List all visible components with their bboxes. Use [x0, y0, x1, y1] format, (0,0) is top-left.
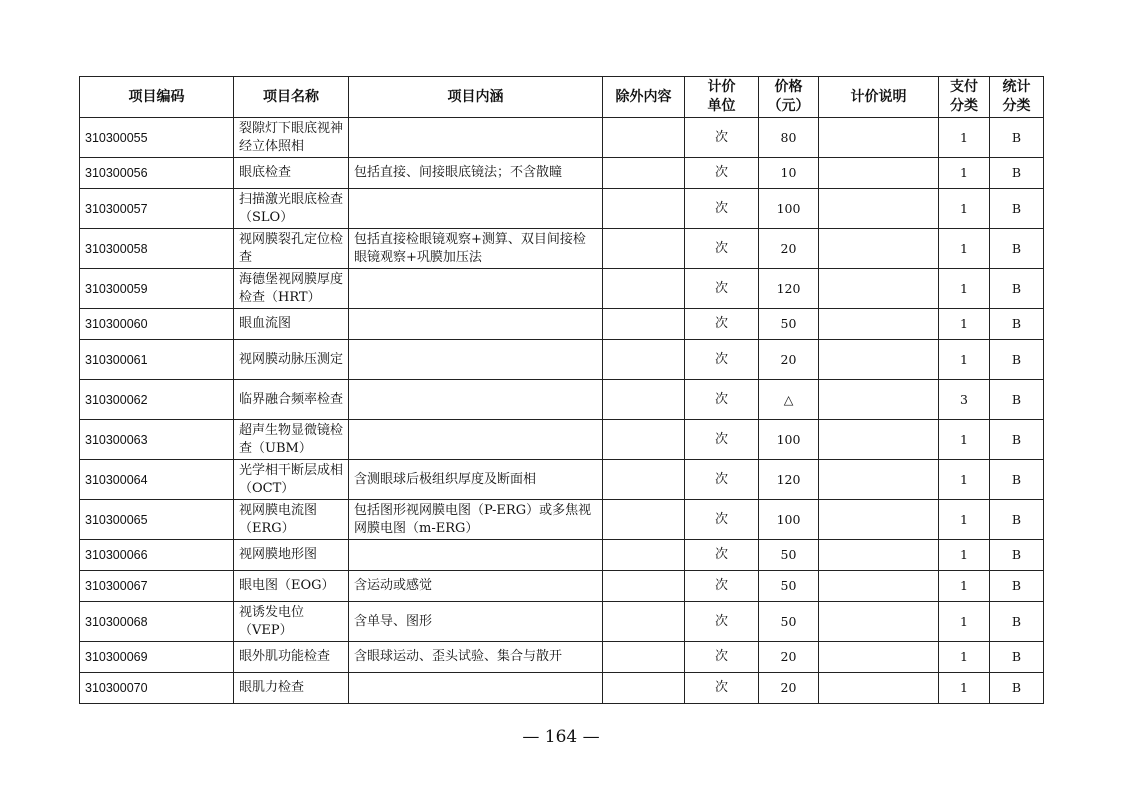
cell-stat-category: B	[990, 158, 1044, 189]
table-row	[80, 340, 1044, 380]
cell-stat-category: B	[990, 118, 1044, 158]
cell-content	[349, 420, 603, 460]
cell-code: 310300055	[80, 118, 234, 158]
cell-unit: 次	[685, 269, 759, 309]
cell-notes	[819, 540, 939, 571]
cell-name: 眼肌力检查	[234, 673, 349, 704]
cell-stat-category: B	[990, 340, 1044, 380]
cell-content: 包括图形视网膜电图（P-ERG）或多焦视网膜电图（m-ERG）	[349, 500, 603, 540]
table-row	[80, 189, 1044, 229]
cell-excluded	[603, 380, 685, 420]
cell-code: 310300067	[80, 571, 234, 602]
cell-excluded	[603, 460, 685, 500]
cell-name: 眼电图（EOG）	[234, 571, 349, 602]
table-row	[80, 571, 1044, 602]
cell-content: 包括直接检眼镜观察+测算、双目间接检眼镜观察+巩膜加压法	[349, 229, 603, 269]
cell-price: 20	[759, 673, 819, 704]
cell-excluded	[603, 118, 685, 158]
cell-content: 含单导、图形	[349, 602, 603, 642]
cell-excluded	[603, 269, 685, 309]
cell-notes	[819, 500, 939, 540]
cell-price: 10	[759, 158, 819, 189]
cell-price: 120	[759, 460, 819, 500]
cell-unit: 次	[685, 460, 759, 500]
cell-notes	[819, 229, 939, 269]
cell-notes	[819, 309, 939, 340]
cell-content	[349, 118, 603, 158]
table-row	[80, 602, 1044, 642]
price-table	[79, 76, 1044, 704]
cell-code: 310300057	[80, 189, 234, 229]
cell-stat-category: B	[990, 460, 1044, 500]
cell-code: 310300064	[80, 460, 234, 500]
cell-excluded	[603, 309, 685, 340]
cell-code: 310300059	[80, 269, 234, 309]
cell-code: 310300060	[80, 309, 234, 340]
cell-code: 310300056	[80, 158, 234, 189]
cell-unit: 次	[685, 602, 759, 642]
cell-pay-category: 1	[939, 420, 990, 460]
cell-notes	[819, 571, 939, 602]
cell-pay-category: 1	[939, 118, 990, 158]
cell-code: 310300062	[80, 380, 234, 420]
cell-name: 视网膜地形图	[234, 540, 349, 571]
cell-pay-category: 3	[939, 380, 990, 420]
cell-code: 310300058	[80, 229, 234, 269]
table-row	[80, 420, 1044, 460]
cell-content	[349, 673, 603, 704]
cell-name: 扫描激光眼底检查（SLO）	[234, 189, 349, 229]
cell-price: 100	[759, 420, 819, 460]
cell-excluded	[603, 189, 685, 229]
cell-content	[349, 380, 603, 420]
cell-price: 20	[759, 642, 819, 673]
header-name: 项目名称	[234, 77, 349, 118]
cell-content	[349, 340, 603, 380]
cell-price: 20	[759, 340, 819, 380]
cell-stat-category: B	[990, 642, 1044, 673]
table-row	[80, 229, 1044, 269]
cell-unit: 次	[685, 673, 759, 704]
cell-name: 超声生物显微镜检查（UBM）	[234, 420, 349, 460]
cell-unit: 次	[685, 540, 759, 571]
header-unit: 计价 单位	[685, 77, 759, 118]
header-pay-category: 支付 分类	[939, 77, 990, 118]
cell-excluded	[603, 602, 685, 642]
cell-stat-category: B	[990, 571, 1044, 602]
table-row	[80, 158, 1044, 189]
cell-unit: 次	[685, 500, 759, 540]
page-number: — 164 —	[522, 727, 600, 747]
cell-unit: 次	[685, 189, 759, 229]
cell-name: 眼外肌功能检查	[234, 642, 349, 673]
cell-excluded	[603, 571, 685, 602]
cell-excluded	[603, 158, 685, 189]
table-row	[80, 380, 1044, 420]
cell-notes	[819, 269, 939, 309]
cell-pay-category: 1	[939, 540, 990, 571]
cell-stat-category: B	[990, 500, 1044, 540]
cell-unit: 次	[685, 642, 759, 673]
cell-content	[349, 269, 603, 309]
cell-unit: 次	[685, 229, 759, 269]
cell-pay-category: 1	[939, 189, 990, 229]
cell-excluded	[603, 500, 685, 540]
cell-notes	[819, 673, 939, 704]
cell-code: 310300069	[80, 642, 234, 673]
cell-stat-category: B	[990, 189, 1044, 229]
cell-code: 310300063	[80, 420, 234, 460]
cell-pay-category: 1	[939, 269, 990, 309]
table-row	[80, 642, 1044, 673]
cell-price: 50	[759, 602, 819, 642]
cell-pay-category: 1	[939, 602, 990, 642]
header-notes: 计价说明	[819, 77, 939, 118]
cell-stat-category: B	[990, 673, 1044, 704]
cell-content	[349, 540, 603, 571]
cell-excluded	[603, 420, 685, 460]
cell-content	[349, 189, 603, 229]
cell-price: 50	[759, 540, 819, 571]
cell-code: 310300068	[80, 602, 234, 642]
cell-name: 海德堡视网膜厚度检查（HRT）	[234, 269, 349, 309]
cell-name: 视网膜裂孔定位检查	[234, 229, 349, 269]
cell-stat-category: B	[990, 420, 1044, 460]
cell-unit: 次	[685, 571, 759, 602]
table-row	[80, 269, 1044, 309]
cell-excluded	[603, 229, 685, 269]
cell-price: 50	[759, 571, 819, 602]
cell-notes	[819, 602, 939, 642]
cell-unit: 次	[685, 380, 759, 420]
cell-pay-category: 1	[939, 340, 990, 380]
cell-pay-category: 1	[939, 460, 990, 500]
cell-unit: 次	[685, 309, 759, 340]
cell-notes	[819, 380, 939, 420]
header-price: 价格 （元）	[759, 77, 819, 118]
cell-pay-category: 1	[939, 673, 990, 704]
cell-name: 临界融合频率检查	[234, 380, 349, 420]
table-row	[80, 460, 1044, 500]
cell-code: 310300066	[80, 540, 234, 571]
table-row	[80, 309, 1044, 340]
table-row	[80, 118, 1044, 158]
cell-content: 含测眼球后极组织厚度及断面相	[349, 460, 603, 500]
cell-price: 100	[759, 189, 819, 229]
cell-price: 120	[759, 269, 819, 309]
cell-excluded	[603, 673, 685, 704]
table-header-row	[80, 77, 1044, 118]
cell-unit: 次	[685, 340, 759, 380]
cell-name: 眼底检查	[234, 158, 349, 189]
cell-unit: 次	[685, 158, 759, 189]
cell-pay-category: 1	[939, 158, 990, 189]
cell-price: 50	[759, 309, 819, 340]
header-stat-category: 统计 分类	[990, 77, 1044, 118]
cell-stat-category: B	[990, 229, 1044, 269]
cell-name: 眼血流图	[234, 309, 349, 340]
header-content: 项目内涵	[349, 77, 603, 118]
cell-content: 含运动或感觉	[349, 571, 603, 602]
cell-pay-category: 1	[939, 500, 990, 540]
cell-stat-category: B	[990, 309, 1044, 340]
cell-notes	[819, 340, 939, 380]
cell-pay-category: 1	[939, 309, 990, 340]
cell-name: 光学相干断层成相（OCT）	[234, 460, 349, 500]
header-code: 项目编码	[80, 77, 234, 118]
cell-price: 100	[759, 500, 819, 540]
cell-content: 包括直接、间接眼底镜法；不含散瞳	[349, 158, 603, 189]
cell-name: 视网膜电流图（ERG）	[234, 500, 349, 540]
cell-notes	[819, 189, 939, 229]
cell-price: 20	[759, 229, 819, 269]
cell-notes	[819, 642, 939, 673]
table-row	[80, 500, 1044, 540]
cell-content	[349, 309, 603, 340]
cell-pay-category: 1	[939, 229, 990, 269]
cell-code: 310300061	[80, 340, 234, 380]
cell-price: 80	[759, 118, 819, 158]
cell-pay-category: 1	[939, 571, 990, 602]
cell-code: 310300070	[80, 673, 234, 704]
cell-stat-category: B	[990, 380, 1044, 420]
table-body	[80, 118, 1044, 704]
cell-notes	[819, 460, 939, 500]
cell-name: 裂隙灯下眼底视神经立体照相	[234, 118, 349, 158]
cell-notes	[819, 420, 939, 460]
cell-name: 视诱发电位（VEP）	[234, 602, 349, 642]
table-row	[80, 673, 1044, 704]
cell-code: 310300065	[80, 500, 234, 540]
cell-unit: 次	[685, 118, 759, 158]
cell-unit: 次	[685, 420, 759, 460]
cell-notes	[819, 158, 939, 189]
table-row	[80, 540, 1044, 571]
cell-stat-category: B	[990, 269, 1044, 309]
header-excluded: 除外内容	[603, 77, 685, 118]
cell-price: △	[759, 380, 819, 420]
cell-stat-category: B	[990, 540, 1044, 571]
cell-excluded	[603, 642, 685, 673]
cell-stat-category: B	[990, 602, 1044, 642]
cell-content: 含眼球运动、歪头试验、集合与散开	[349, 642, 603, 673]
cell-pay-category: 1	[939, 642, 990, 673]
cell-name: 视网膜动脉压测定	[234, 340, 349, 380]
cell-excluded	[603, 340, 685, 380]
cell-notes	[819, 118, 939, 158]
cell-excluded	[603, 540, 685, 571]
